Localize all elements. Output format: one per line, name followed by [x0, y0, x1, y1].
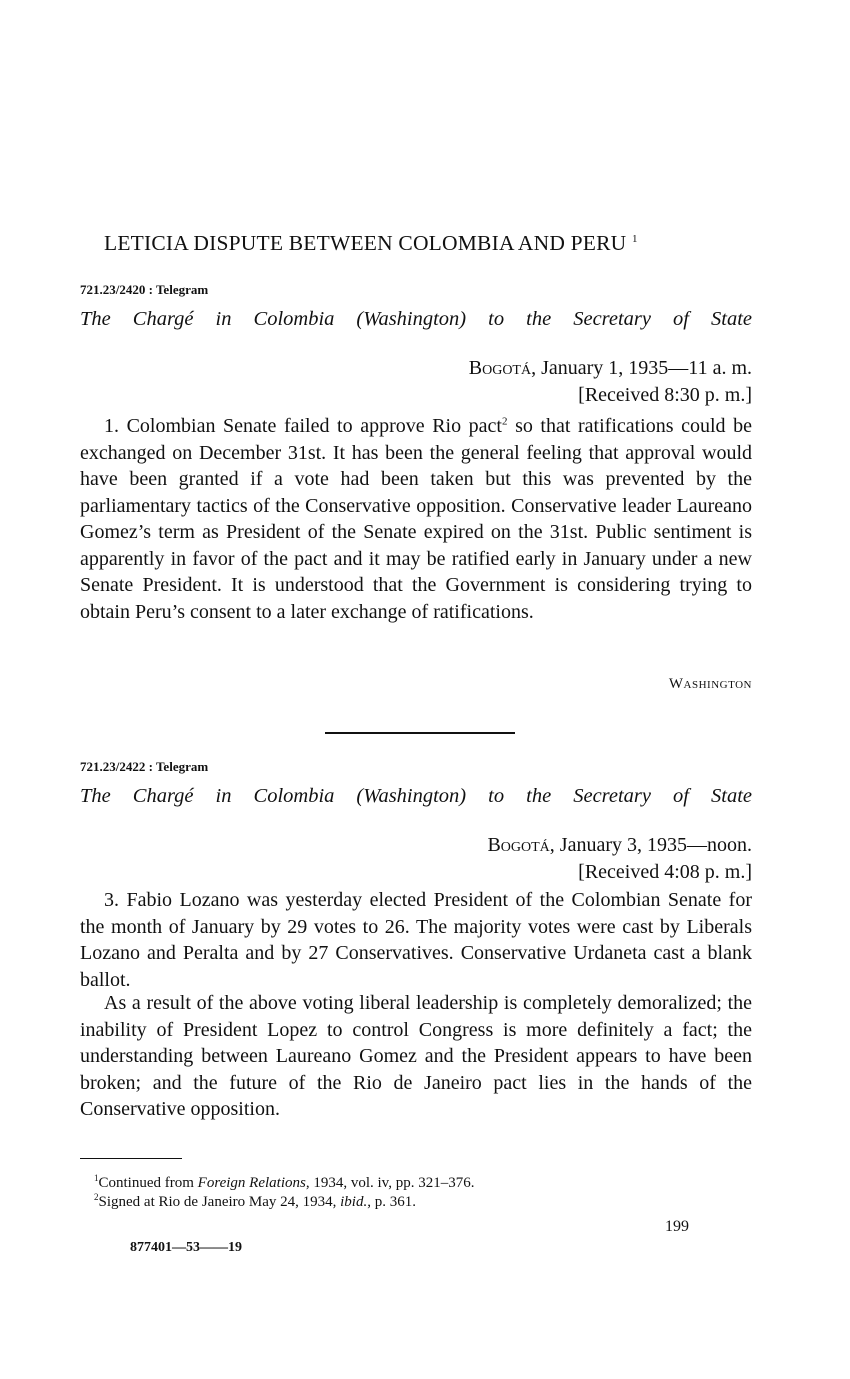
document-heading-1: The Chargé in Colombia (Washington) to the Secretary of State [80, 308, 752, 330]
footnote-2-text-b: , p. 361. [367, 1194, 416, 1210]
footnote-2 [94, 1194, 416, 1211]
signature-1: Washington [668, 676, 752, 692]
dateline-1 [469, 355, 752, 409]
telegram-paragraph-3: As a result of the above voting liberal leadership is completely demoralized; the inability of President Lopez to control Congress is more definitely a fact; the understanding between Laureano Gomez and the President appears to have been broken; and the future of the Rio de Janeiro pact lies in the hands of the Conservative opposition. [80, 992, 752, 1120]
section-divider [325, 732, 515, 734]
document-heading-2: The Chargé in Colombia (Washington) to the Secretary of State [80, 785, 752, 807]
footnote-1-italic: Foreign Relations [197, 1175, 306, 1191]
file-reference-1: 721.23/2420 : Telegram [80, 282, 209, 297]
received-note-1: [Received 8:30 p. m.] [578, 384, 752, 406]
dateline-place-1: Bogotá [468, 357, 532, 379]
footnote-1 [94, 1175, 474, 1192]
dateline-2 [487, 832, 752, 886]
title-text: LETICIA DISPUTE BETWEEN COLOMBIA AND PERU [104, 231, 627, 255]
telegram-paragraph-2: 3. Fabio Lozano was yesterday elected President of the Colombian Senate for the month of January by 29 votes to 26. The majority votes were cast by Liberals Lozano and Peralta and by 27 Conservatives. Conservative Urdaneta cast a blank ballot. [80, 889, 752, 991]
file-reference-2: 721.23/2422 : Telegram [80, 759, 209, 774]
print-code: 877401—53——19 [130, 1240, 242, 1255]
footnote-2-mark: 2 [94, 1192, 99, 1202]
footnote-1-text-a: Continued from [98, 1175, 198, 1191]
page-title [104, 231, 754, 256]
page-number: 199 [665, 1218, 689, 1235]
footnote-divider [80, 1158, 182, 1159]
footnote-mark-2: 2 [501, 415, 508, 428]
paragraph-text-after-mark: so that ratifications could be exchanged on December 31st. It has been the general feeling that approval would have been granted if a vote had been taken but this was prevented by the parliamentary tactics of the Conservative opposition. Conservative leader Laureano Gomez’s term as President of the Senate expired on the 31st. Public sentiment is apparently in favor of the pact and it may be ratified early in January under a new Senate President. It is understood that the Government is considering trying to obtain Peru’s consent to a later exchange of ratifications. [80, 415, 752, 623]
dateline-place-2: Bogotá [487, 834, 550, 856]
footnote-2-text-a: Signed at Rio de Janeiro May 24, 1934, [98, 1194, 341, 1210]
paragraph-text-before-mark: 1. Colombian Senate failed to approve Rio pact [104, 415, 502, 437]
footnote-1-text-b: , 1934, vol. iv, pp. 321–376. [305, 1175, 475, 1191]
dateline-date-1: , January 1, 1935—11 a. m. [531, 357, 752, 379]
title-footnote-mark: 1 [631, 232, 638, 245]
dateline-date-2: , January 3, 1935—noon. [549, 834, 752, 856]
received-note-2: [Received 4:08 p. m.] [578, 861, 752, 883]
footnote-2-italic: ibid. [340, 1194, 368, 1210]
telegram-paragraph-1 [80, 413, 752, 625]
footnote-1-mark: 1 [94, 1173, 99, 1183]
